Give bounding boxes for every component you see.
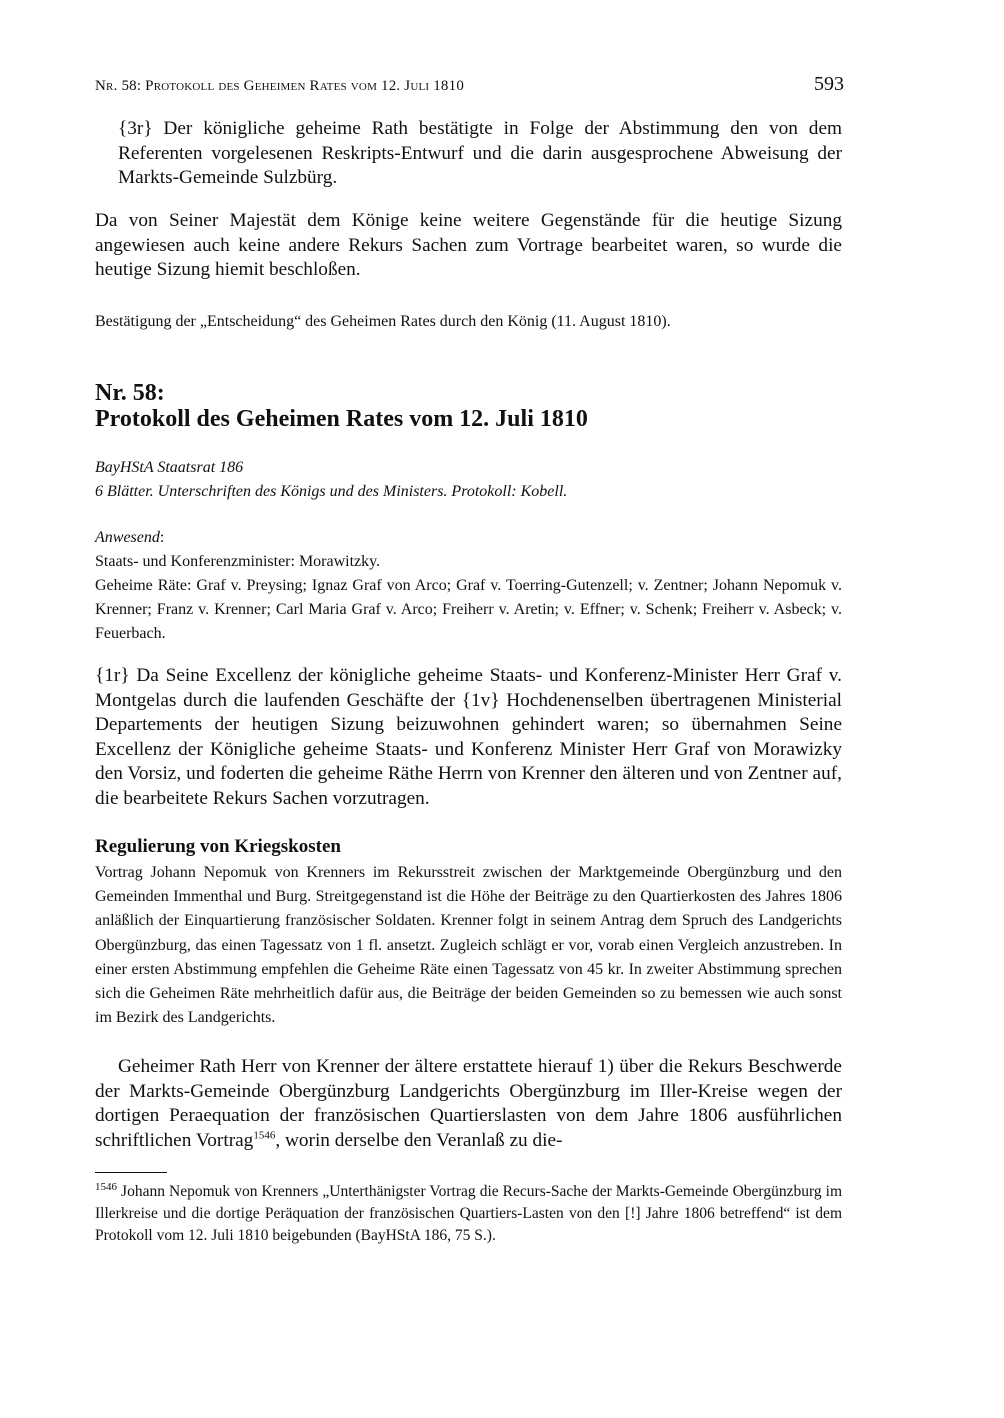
document-title: Protokoll des Geheimen Rates vom 12. Juli 1810 (95, 406, 588, 432)
body-text-part2: , worin derselbe den Veranlaß zu die- (275, 1129, 563, 1151)
document-number: Nr. 58: (95, 380, 165, 406)
running-header: Nr. 58: Protokoll des Geheimen Rates vom 12. Juli 1810 (95, 78, 465, 94)
section-heading: Regulierung von Kriegskosten (95, 836, 341, 857)
page-number: 593 (814, 73, 844, 95)
attending-ministers: Staats- und Konferenzminister: Morawitzky. (95, 553, 381, 570)
footnote-reference: 1546 (253, 1129, 276, 1142)
opening-paragraph: {1r} Da Seine Excellenz der königliche geheime Staats- und Konferenz-Minister Herr Graf v. Montgelas durch die laufenden Geschäfte der {1v} Hochdenenselben übertragenen Ministerial Departements der heutigen Sizung beizuwohnen gehindert waren; so übernahmen Seine Excellenz der Königliche geheime Staats- und Konferenz Minister Herr Graf von Morawizky den Vorsiz, und foderten die geheime Räthe Herrn von Krenner den älteren und von Zentner auf, die bearbeitete Rekurs Sachen vorzutragen. (95, 665, 842, 809)
confirmation-note: Bestätigung der „Entscheidung“ des Geheimen Rates durch den König (11. August 1810). (95, 313, 671, 330)
source-reference: BayHStA Staatsrat 186 (95, 459, 244, 476)
attendance-label-text: Anwesend (95, 529, 160, 546)
attendance-label-colon: : (159, 529, 165, 546)
section-summary: Vortrag Johann Nepomuk von Krenners im Rekursstreit zwischen der Marktgemeinde Obergünzburg und den Gemeinden Immenthal und Burg. Streitgegenstand ist die Höhe der Beiträge zu den Quartierkosten des Jahres 1806 anläßlich der Einquartierung französischer Soldaten. Krenner folgt in seinem Antrag dem Spruch des Landgerichts Obergünzburg, das einen Tagessatz von 1 fl. ansetzt. Zugleich schlägt er vor, vorab einen Vergleich anzustreben. In einer ersten Abstimmung empfehlen die Geheime Räte einen Tagessatz von 45 kr. In zweiter Abstimmung sprechen sich die Geheimen Räte mehrheitlich dafür aus, die Beiträge der beiden Gemeinden so zu bemessen wie auch sonst im Bezirk des Landgerichts. (95, 864, 842, 1027)
source-description: 6 Blätter. Unterschriften des Königs und des Ministers. Protokoll: Kobell. (95, 483, 568, 500)
attending-councillors: Geheime Räte: Graf v. Preysing; Ignaz Graf von Arco; Graf v. Toerring-Gutenzell; v. Zentner; Johann Nepomuk v. Krenner; Franz v. Krenner; Carl Maria Graf v. Arco; Freiherr v. Aretin; v. Effner; v. Schenk; Freiherr v. Asbeck; v. Feuerbach. (95, 577, 842, 642)
footnote-text: Johann Nepomuk von Krenners „Unterthänigster Vortrag die Recurs-Sache der Markts-Gemeinde Obergünzburg im Illerkreise und die dortige Peräquation der französischen Quartiers-Lasten von den [!] Jahre 1806 betreffend“ ist dem Protokoll vom 12. Juli 1810 beigebunden (BayHStA 186, 75 S.). (95, 1183, 842, 1244)
closing-paragraph: Da von Seiner Majestät dem Könige keine weitere Gegenstände für die heutige Sizung angewiesen auch keine andere Rekurs Sachen zum Vortrage bearbeitet waren, so wurde die heutige Sizung hiemit beschloßen. (95, 210, 842, 281)
section-body-paragraph (95, 1055, 842, 1153)
previous-resolution-paragraph: {3r} Der königliche geheime Rath bestätigte in Folge der Abstimmung den von dem Referenten vorgelesenen Reskripts-Entwurf und die darin ausgesprochene Abweisung der Markts-Gemeinde Sulzbürg. (118, 118, 842, 189)
attendance-label (95, 526, 842, 550)
footnote-divider (95, 1172, 167, 1173)
footnote-number: 1546 (95, 1180, 117, 1193)
body-text-part1: Geheimer Rath Herr von Krenner der ältere erstattete hierauf 1) über die Rekurs Beschwerde der Markts-Gemeinde Obergünzburg Landgerichts Obergünzburg im Iller-Kreise wegen der dortigen Peraequation der französischen Quartierslasten von dem Jahre 1806 ausführlichen schriftlichen Vortrag (95, 1056, 842, 1151)
footnote (95, 1181, 842, 1247)
